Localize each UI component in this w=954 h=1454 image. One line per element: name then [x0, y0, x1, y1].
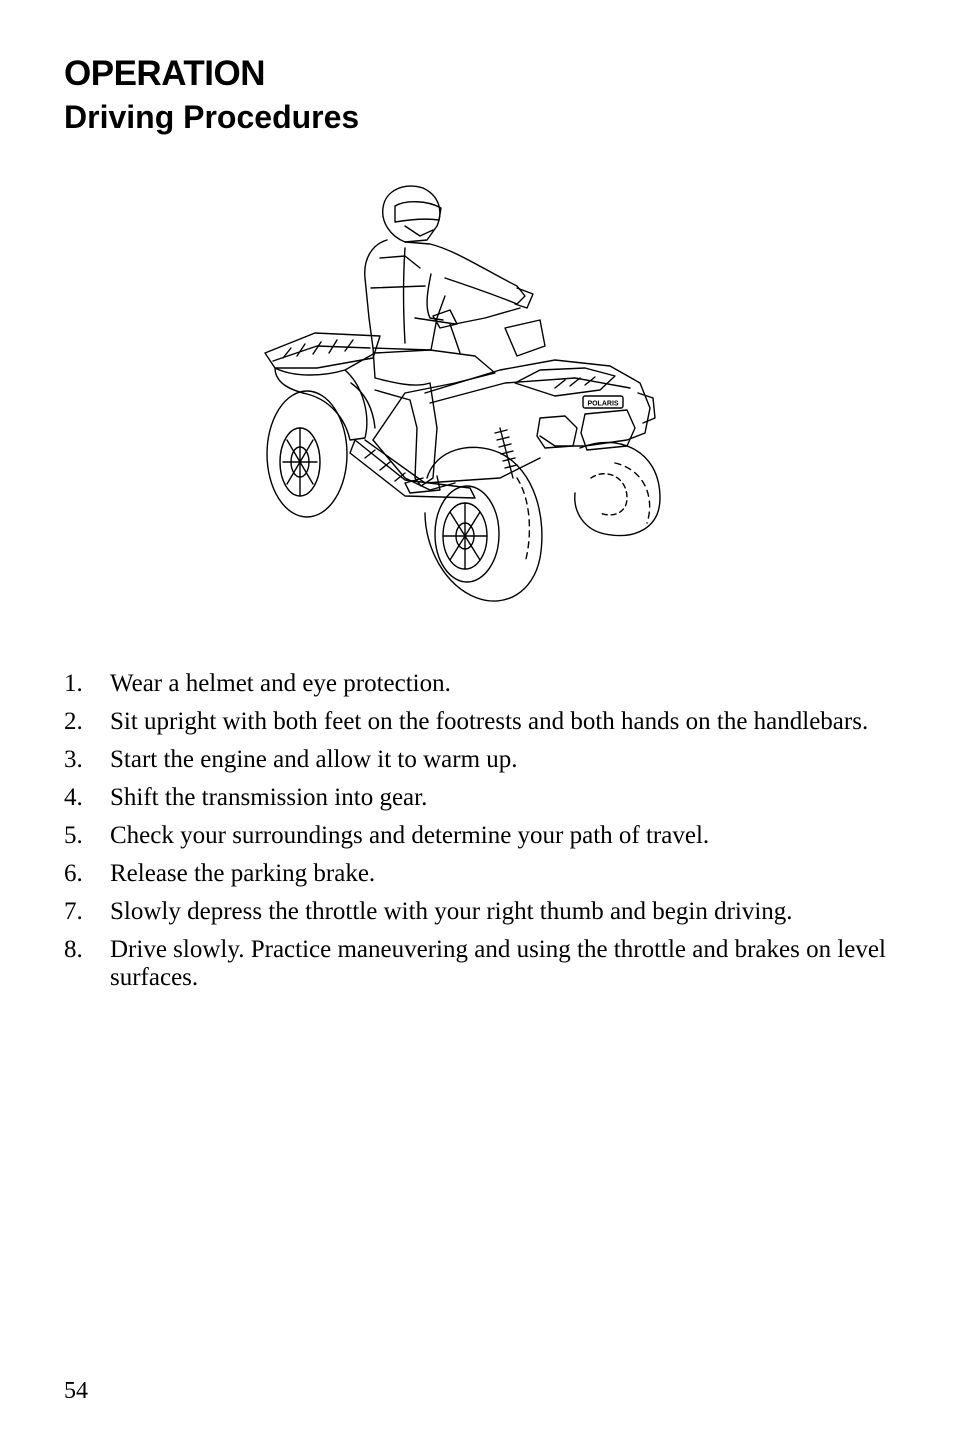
- step-text: Slowly depress the throttle with your right thumb and begin driving.: [110, 898, 793, 925]
- list-item: [64, 670, 894, 698]
- list-item: [64, 822, 894, 850]
- step-number: 3.: [64, 746, 83, 773]
- section-heading: OPERATION: [64, 54, 265, 93]
- driving-steps-list: [64, 670, 894, 1002]
- step-number: 7.: [64, 898, 83, 925]
- step-text: Sit upright with both feet on the footrests and both hands on the handlebars.: [110, 708, 869, 735]
- step-text: Start the engine and allow it to warm up.: [110, 746, 518, 773]
- list-item: [64, 784, 894, 812]
- brand-logo: POLARIS: [587, 400, 619, 408]
- step-number: 6.: [64, 860, 83, 887]
- step-text: Drive slowly. Practice maneuvering and using the throttle and brakes on level surfaces.: [110, 936, 886, 991]
- step-text: Check your surroundings and determine your path of travel.: [110, 822, 710, 849]
- atv-rider-illustration: [255, 178, 675, 608]
- list-item: [64, 746, 894, 774]
- front-wheel: [425, 447, 542, 601]
- step-number: 4.: [64, 784, 83, 811]
- step-number: 5.: [64, 822, 83, 849]
- list-item: [64, 860, 894, 888]
- list-item: [64, 708, 894, 736]
- page-title: Driving Procedures: [64, 99, 360, 135]
- list-item: [64, 898, 894, 926]
- step-text: Wear a helmet and eye protection.: [110, 670, 451, 697]
- rider: [365, 186, 533, 493]
- list-item: [64, 936, 894, 992]
- page-number: 54: [64, 1378, 88, 1404]
- step-number: 8.: [64, 936, 83, 963]
- step-number: 2.: [64, 708, 83, 735]
- step-text: Shift the transmission into gear.: [110, 784, 428, 811]
- step-text: Release the parking brake.: [110, 860, 376, 887]
- step-number: 1.: [64, 670, 83, 697]
